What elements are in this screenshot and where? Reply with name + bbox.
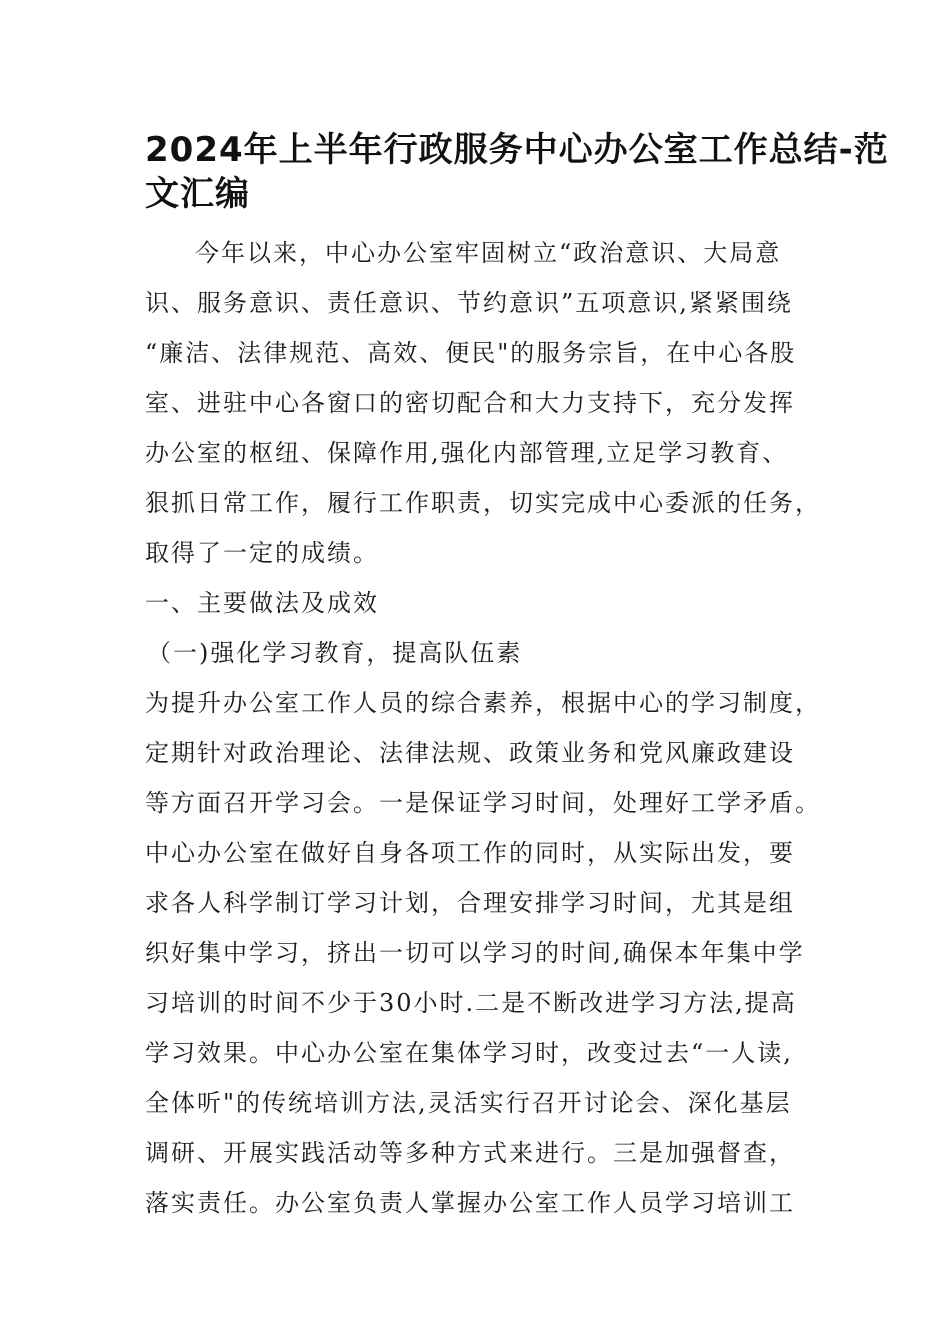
paragraph-line: 狠抓日常工作，履行工作职责，切实完成中心委派的任务， bbox=[145, 489, 821, 517]
paragraph-line: 求各人科学制订学习计划，合理安排学习时间，尤其是组 bbox=[145, 889, 795, 917]
section-heading: 一、主要做法及成效 bbox=[145, 589, 379, 617]
paragraph-line: 识、服务意识、责任意识、节约意识”五项意识,紧紧围绕 bbox=[145, 289, 793, 317]
paragraph-line: 室、进驻中心各窗口的密切配合和大力支持下，充分发挥 bbox=[145, 389, 795, 417]
paragraph-line: “廉洁、法律规范、高效、便民"的服务宗旨，在中心各股 bbox=[145, 339, 797, 367]
paragraph-line: 取得了一定的成绩。 bbox=[145, 539, 379, 567]
paragraph-line: 今年以来，中心办公室牢固树立“政治意识、大局意 bbox=[195, 239, 782, 267]
paragraph-line: 调研、开展实践活动等多种方式来进行。三是加强督查， bbox=[145, 1139, 795, 1167]
paragraph-line: 等方面召开学习会。一是保证学习时间，处理好工学矛盾。 bbox=[145, 789, 821, 817]
title-line: 文汇编 bbox=[145, 174, 250, 214]
paragraph-line: 定期针对政治理论、法律法规、政策业务和党风廉政建设 bbox=[145, 739, 795, 767]
paragraph-line: 织好集中学习，挤出一切可以学习的时间,确保本年集中学 bbox=[145, 939, 805, 967]
subsection-heading: （一)强化学习教育，提高队伍素 bbox=[147, 639, 523, 667]
paragraph-line: 办公室的枢纽、保障作用,强化内部管理,立足学习教育、 bbox=[145, 439, 789, 467]
document-body bbox=[145, 228, 821, 1228]
paragraph-line: 落实责任。办公室负责人掌握办公室工作人员学习培训工 bbox=[145, 1189, 795, 1217]
paragraph-line: 学习效果。中心办公室在集体学习时，改变过去“一人读, bbox=[145, 1039, 793, 1067]
paragraph-line: 习培训的时间不少于30小时.二是不断改进学习方法,提高 bbox=[145, 989, 797, 1017]
title-line: 2024年上半年行政服务中心办公室工作总结-范 bbox=[145, 130, 889, 170]
document-title bbox=[145, 128, 889, 216]
paragraph-line: 全体听"的传统培训方法,灵活实行召开讨论会、深化基层 bbox=[145, 1089, 792, 1117]
paragraph-line: 为提升办公室工作人员的综合素养，根据中心的学习制度， bbox=[145, 689, 821, 717]
paragraph-line: 中心办公室在做好自身各项工作的同时，从实际出发，要 bbox=[145, 839, 795, 867]
